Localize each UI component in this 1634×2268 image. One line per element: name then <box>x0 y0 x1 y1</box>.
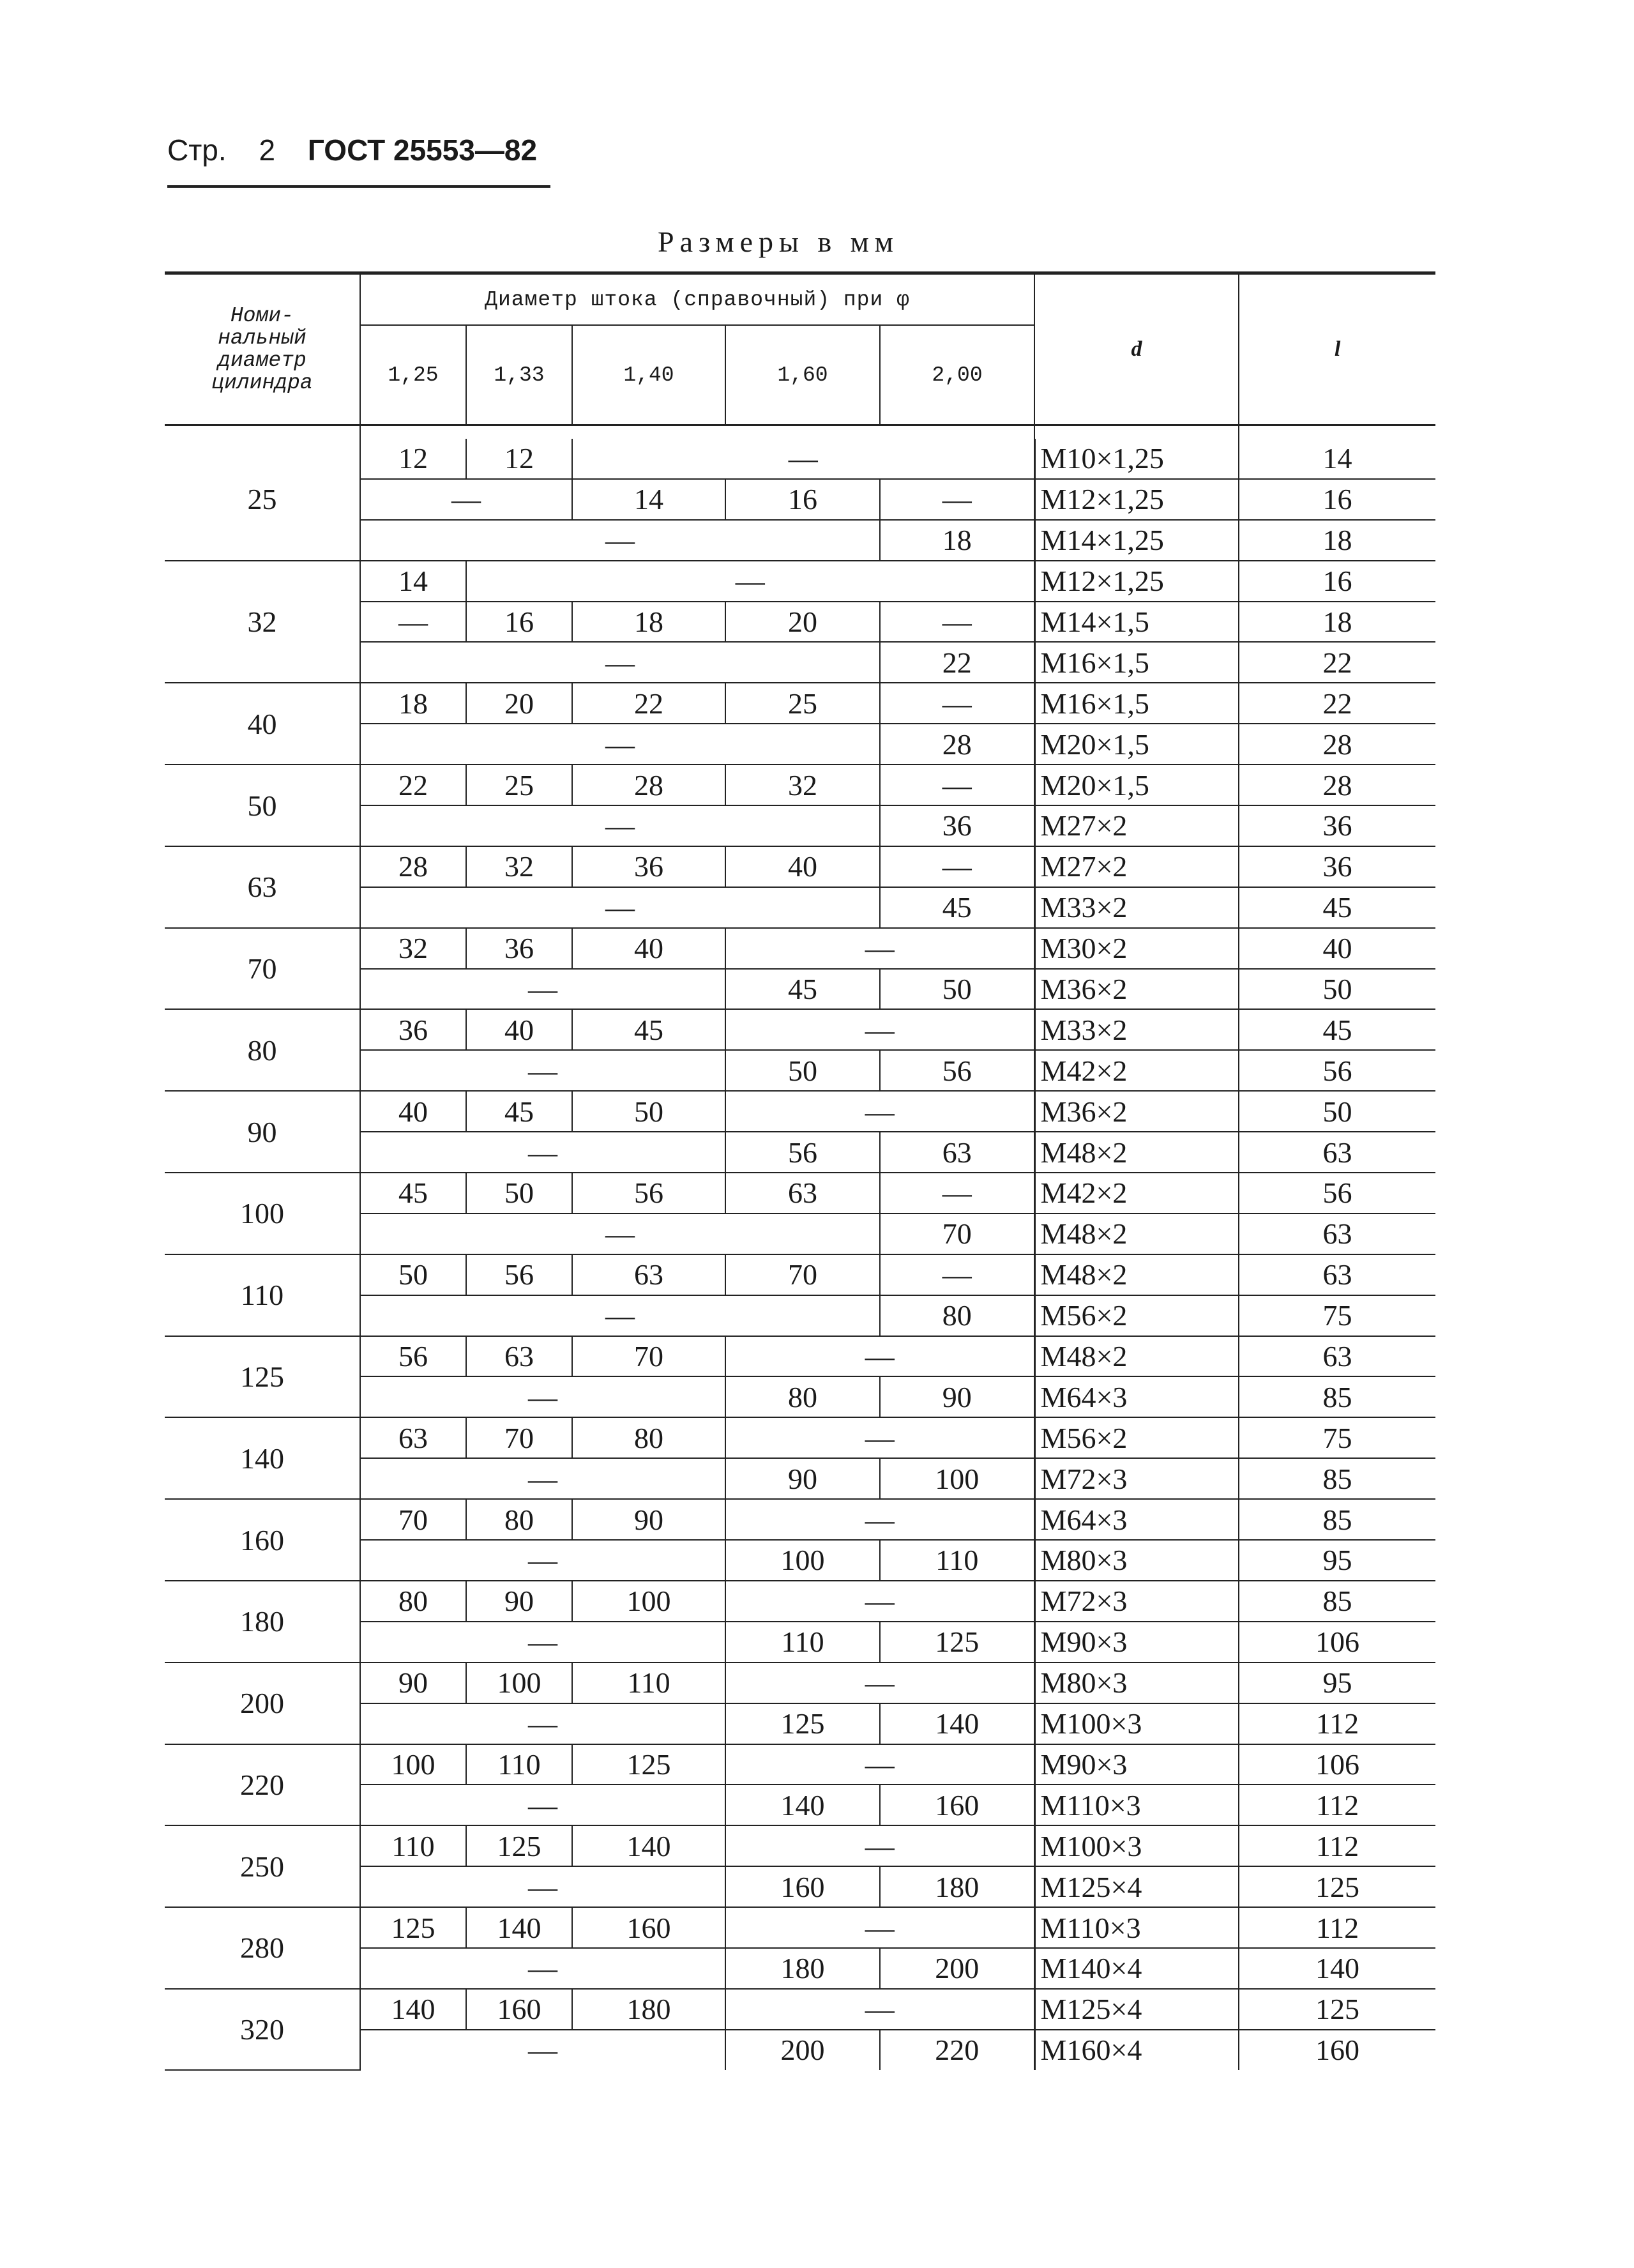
thread-d-cell: M125×4 <box>1034 1866 1239 1907</box>
rod-diameter-cell: 14 <box>360 561 466 602</box>
length-l-cell: 16 <box>1239 561 1435 602</box>
thread-d-cell: M64×3 <box>1034 1499 1239 1540</box>
nominal-diameter-heading <box>165 273 360 425</box>
nominal-diameter-cell: 63 <box>165 846 360 928</box>
nominal-diameter-cell: 180 <box>165 1581 360 1663</box>
table-row <box>165 1581 1435 1622</box>
rod-diameter-cell: 12 <box>466 439 572 479</box>
rod-diameter-cell: 70 <box>725 1254 880 1295</box>
length-l-cell: 106 <box>1239 1744 1435 1785</box>
table-row <box>165 846 1435 887</box>
thread-d-cell: M72×3 <box>1034 1458 1239 1499</box>
nominal-diameter-cell: 280 <box>165 1907 360 1989</box>
rod-diameter-cell: 140 <box>360 1989 466 2030</box>
nominal-diameter-cell: 100 <box>165 1173 360 1254</box>
table-row <box>165 928 1435 969</box>
rod-diameter-merged-cell: — <box>360 479 572 520</box>
rod-diameter-cell: 160 <box>725 1866 880 1907</box>
rod-diameter-cell: 28 <box>572 765 725 805</box>
rod-diameter-merged-cell: — <box>360 1132 725 1173</box>
rod-diameter-cell: 40 <box>572 928 725 969</box>
rod-diameter-cell: 36 <box>572 846 725 887</box>
rod-diameter-cell: 90 <box>572 1499 725 1540</box>
thread-d-cell: M16×1,5 <box>1034 642 1239 683</box>
rod-diameter-cell: 140 <box>466 1907 572 1948</box>
rod-diameter-cell: 110 <box>466 1744 572 1785</box>
thread-d-cell: M27×2 <box>1034 846 1239 887</box>
nominal-diameter-cell: 90 <box>165 1091 360 1173</box>
length-l-cell: 22 <box>1239 642 1435 683</box>
table-row <box>165 1825 1435 1866</box>
rod-diameter-cell: 56 <box>880 1050 1034 1091</box>
rod-diameter-cell: 90 <box>360 1663 466 1703</box>
thread-d-cell: M14×1,5 <box>1034 602 1239 643</box>
rod-diameter-cell: 40 <box>360 1091 466 1132</box>
rod-diameter-merged-cell: — <box>360 1458 725 1499</box>
length-l-cell: 28 <box>1239 765 1435 805</box>
thread-d-cell: M90×3 <box>1034 1744 1239 1785</box>
thread-d-cell: M10×1,25 <box>1034 439 1239 479</box>
thread-d-cell: M30×2 <box>1034 928 1239 969</box>
rod-diameter-cell: 110 <box>360 1825 466 1866</box>
rod-diameter-cell: 70 <box>360 1499 466 1540</box>
rod-diameter-cell: 50 <box>572 1091 725 1132</box>
thread-d-cell: M140×4 <box>1034 1948 1239 1989</box>
length-l-cell: 63 <box>1239 1254 1435 1295</box>
length-l-cell: 28 <box>1239 724 1435 765</box>
rod-diameter-cell: 63 <box>360 1417 466 1458</box>
length-l-cell: 85 <box>1239 1581 1435 1622</box>
thread-d-cell: M125×4 <box>1034 1989 1239 2030</box>
rod-diameter-merged-cell: — <box>725 1989 1034 2030</box>
nominal-diameter-cell: 160 <box>165 1499 360 1581</box>
rod-diameter-cell: 70 <box>880 1214 1034 1254</box>
thread-d-cell: M56×2 <box>1034 1417 1239 1458</box>
rod-diameter-cell: 50 <box>466 1173 572 1214</box>
nominal-heading-line: диаметр <box>218 349 306 372</box>
thread-d-cell: M42×2 <box>1034 1173 1239 1214</box>
rod-diameter-cell: 56 <box>572 1173 725 1214</box>
rod-diameter-cell: 25 <box>725 683 880 724</box>
rod-diameter-cell: 16 <box>725 479 880 520</box>
rod-diameter-cell: 100 <box>360 1744 466 1785</box>
table-row <box>165 1009 1435 1050</box>
rod-diameter-merged-cell: — <box>725 1091 1034 1132</box>
length-l-cell: 112 <box>1239 1703 1435 1744</box>
rod-diameter-cell: 110 <box>725 1622 880 1663</box>
rod-diameter-cell: 22 <box>572 683 725 724</box>
thread-d-cell: M80×3 <box>1034 1540 1239 1581</box>
rod-diameter-merged-cell: — <box>360 642 880 683</box>
rod-diameter-cell: 70 <box>572 1336 725 1377</box>
nominal-diameter-cell: 200 <box>165 1663 360 1744</box>
thread-d-cell: M14×1,25 <box>1034 520 1239 561</box>
table-body <box>165 425 1435 2070</box>
rod-diameter-cell: 18 <box>880 520 1034 561</box>
rod-diameter-cell: 63 <box>880 1132 1034 1173</box>
rod-diameter-cell: 45 <box>572 1009 725 1050</box>
rod-diameter-merged-cell: — <box>725 1009 1034 1050</box>
nominal-diameter-cell: 110 <box>165 1254 360 1336</box>
length-l-heading: l <box>1239 273 1435 425</box>
page-header <box>167 133 537 167</box>
rod-diameter-cell: 100 <box>466 1663 572 1703</box>
length-l-cell: 125 <box>1239 1866 1435 1907</box>
rod-diameter-cell: 56 <box>466 1254 572 1295</box>
rod-diameter-cell: 45 <box>466 1091 572 1132</box>
thread-d-cell: M90×3 <box>1034 1622 1239 1663</box>
length-l-cell: 160 <box>1239 2030 1435 2070</box>
table-row <box>165 1499 1435 1540</box>
rod-diameter-cell: 16 <box>466 602 572 643</box>
page-number: 2 <box>259 133 276 167</box>
rod-diameter-cell: 80 <box>360 1581 466 1622</box>
page-label: Стр. <box>167 133 227 167</box>
rod-diameter-cell: 20 <box>466 683 572 724</box>
length-l-cell: 56 <box>1239 1050 1435 1091</box>
length-l-cell: 18 <box>1239 520 1435 561</box>
thread-d-cell: M12×1,25 <box>1034 561 1239 602</box>
ratio-heading: 1,33 <box>466 325 572 425</box>
rod-diameter-cell: 12 <box>360 439 466 479</box>
length-l-cell: 95 <box>1239 1540 1435 1581</box>
rod-diameter-merged-cell: — <box>360 1866 725 1907</box>
thread-d-cell: M64×3 <box>1034 1376 1239 1417</box>
rod-diameter-merged-cell: — <box>360 1050 725 1091</box>
length-l-cell: 22 <box>1239 683 1435 724</box>
thread-d-heading: d <box>1034 273 1239 425</box>
length-l-cell: 112 <box>1239 1825 1435 1866</box>
rod-diameter-cell: — <box>880 1173 1034 1214</box>
ratio-heading: 2,00 <box>880 325 1034 425</box>
length-l-cell: 14 <box>1239 439 1435 479</box>
length-l-cell: 75 <box>1239 1417 1435 1458</box>
rod-diameter-cell: 80 <box>466 1499 572 1540</box>
rod-diameter-cell: 220 <box>880 2030 1034 2070</box>
thread-d-cell: M100×3 <box>1034 1825 1239 1866</box>
length-l-cell: 75 <box>1239 1295 1435 1336</box>
rod-diameter-cell: 28 <box>360 846 466 887</box>
nominal-diameter-cell: 320 <box>165 1989 360 2070</box>
thread-d-cell: M16×1,5 <box>1034 683 1239 724</box>
nominal-heading-line: цилиндра <box>211 371 313 395</box>
rod-diameter-merged-cell: — <box>360 1295 880 1336</box>
nominal-diameter-cell: 25 <box>165 439 360 561</box>
rod-diameter-cell: 45 <box>725 969 880 1010</box>
rod-diameter-cell: 32 <box>466 846 572 887</box>
thread-d-cell: M36×2 <box>1034 969 1239 1010</box>
length-l-cell: 63 <box>1239 1336 1435 1377</box>
thread-d-cell: M48×2 <box>1034 1254 1239 1295</box>
thread-d-cell: M36×2 <box>1034 1091 1239 1132</box>
length-l-cell: 63 <box>1239 1214 1435 1254</box>
table-row <box>165 1663 1435 1703</box>
table-row <box>165 561 1435 602</box>
rod-diameter-cell: 22 <box>360 765 466 805</box>
rod-diameter-merged-cell: — <box>725 1907 1034 1948</box>
table-row <box>165 1417 1435 1458</box>
nominal-diameter-cell: 40 <box>165 683 360 765</box>
rod-diameter-cell: 100 <box>725 1540 880 1581</box>
thread-d-cell: M42×2 <box>1034 1050 1239 1091</box>
length-l-cell: 95 <box>1239 1663 1435 1703</box>
rod-diameter-cell: 63 <box>725 1173 880 1214</box>
rod-diameter-merged-cell: — <box>725 1825 1034 1866</box>
rod-diameter-merged-cell: — <box>466 561 1034 602</box>
table-row <box>165 1989 1435 2030</box>
rod-diameter-cell: 140 <box>725 1785 880 1825</box>
rod-diameter-cell: 80 <box>725 1376 880 1417</box>
rod-diameter-merged-cell: — <box>360 1540 725 1581</box>
rod-diameter-cell: 70 <box>466 1417 572 1458</box>
thread-d-cell: M56×2 <box>1034 1295 1239 1336</box>
rod-diameter-merged-cell: — <box>360 520 880 561</box>
rod-diameter-cell: 180 <box>572 1989 725 2030</box>
length-l-cell: 85 <box>1239 1458 1435 1499</box>
length-l-cell: 16 <box>1239 479 1435 520</box>
table-row <box>165 1744 1435 1785</box>
nominal-diameter-cell: 32 <box>165 561 360 683</box>
rod-diameter-cell: 45 <box>360 1173 466 1214</box>
rod-diameter-cell: — <box>880 1254 1034 1295</box>
nominal-diameter-cell: 140 <box>165 1417 360 1499</box>
rod-diameter-cell: 200 <box>725 2030 880 2070</box>
table-row <box>165 1091 1435 1132</box>
rod-diameter-cell: 140 <box>572 1825 725 1866</box>
length-l-cell: 85 <box>1239 1376 1435 1417</box>
table-row <box>165 1173 1435 1214</box>
nominal-diameter-cell: 250 <box>165 1825 360 1907</box>
rod-diameter-cell: — <box>360 602 466 643</box>
rod-diameter-merged-cell: — <box>360 805 880 846</box>
rod-diameter-cell: 14 <box>572 479 725 520</box>
rod-diameter-merged-cell: — <box>360 887 880 928</box>
ratio-heading: 1,40 <box>572 325 725 425</box>
rod-diameter-cell: 80 <box>572 1417 725 1458</box>
thread-d-cell: M48×2 <box>1034 1214 1239 1254</box>
rod-diameter-merged-cell: — <box>725 1581 1034 1622</box>
table-row <box>165 1907 1435 1948</box>
standard-designation: ГОСТ 25553—82 <box>307 133 538 167</box>
length-l-cell: 63 <box>1239 1132 1435 1173</box>
rod-diameter-cell: 140 <box>880 1703 1034 1744</box>
rod-diameter-cell: 100 <box>572 1581 725 1622</box>
rod-diameter-cell: 200 <box>880 1948 1034 1989</box>
length-l-cell: 106 <box>1239 1622 1435 1663</box>
nominal-heading-line: нальный <box>218 326 306 350</box>
rod-diameter-cell: 90 <box>466 1581 572 1622</box>
rod-diameter-cell: 125 <box>466 1825 572 1866</box>
thread-d-cell: M48×2 <box>1034 1132 1239 1173</box>
rod-diameter-cell: 180 <box>880 1866 1034 1907</box>
thread-d-cell: M80×3 <box>1034 1663 1239 1703</box>
nominal-diameter-cell: 50 <box>165 765 360 846</box>
rod-diameter-cell: 160 <box>572 1907 725 1948</box>
table-row <box>165 765 1435 805</box>
rod-diameter-merged-cell: — <box>725 928 1034 969</box>
rod-diameter-merged-cell: — <box>360 969 725 1010</box>
thread-d-cell: M20×1,5 <box>1034 765 1239 805</box>
thread-d-cell: M33×2 <box>1034 887 1239 928</box>
thread-d-cell: M110×3 <box>1034 1907 1239 1948</box>
rod-diameter-merged-cell: — <box>360 1622 725 1663</box>
table-row <box>165 683 1435 724</box>
rod-diameter-cell: 100 <box>880 1458 1034 1499</box>
rod-diameter-cell: 36 <box>360 1009 466 1050</box>
rod-diameter-merged-cell: — <box>725 1663 1034 1703</box>
length-l-cell: 18 <box>1239 602 1435 643</box>
rod-diameter-cell: 28 <box>880 724 1034 765</box>
length-l-cell: 45 <box>1239 1009 1435 1050</box>
rod-diameter-cell: — <box>880 765 1034 805</box>
rod-diameter-cell: 50 <box>360 1254 466 1295</box>
length-l-cell: 112 <box>1239 1907 1435 1948</box>
rod-diameter-cell: — <box>880 683 1034 724</box>
thread-d-cell: M110×3 <box>1034 1785 1239 1825</box>
rod-diameter-cell: 32 <box>360 928 466 969</box>
table-row <box>165 439 1435 479</box>
rod-diameter-cell: 22 <box>880 642 1034 683</box>
rod-diameter-cell: 50 <box>880 969 1034 1010</box>
rod-diameter-merged-cell: — <box>572 439 1034 479</box>
nominal-diameter-cell: 70 <box>165 928 360 1010</box>
rod-diameter-cell: 110 <box>572 1663 725 1703</box>
rod-diameter-cell: 40 <box>466 1009 572 1050</box>
nominal-diameter-cell: 80 <box>165 1009 360 1091</box>
rod-diameter-cell: 56 <box>360 1336 466 1377</box>
rod-diameter-group-heading: Диаметр штока (справочный) при φ <box>360 273 1034 326</box>
rod-diameter-cell: 25 <box>466 765 572 805</box>
length-l-cell: 85 <box>1239 1499 1435 1540</box>
rod-diameter-cell: 40 <box>725 846 880 887</box>
rod-diameter-cell: 36 <box>880 805 1034 846</box>
rod-diameter-cell: 110 <box>880 1540 1034 1581</box>
rod-diameter-cell: 125 <box>360 1907 466 1948</box>
rod-diameter-cell: 90 <box>880 1376 1034 1417</box>
nominal-diameter-cell: 125 <box>165 1336 360 1418</box>
rod-diameter-cell: 36 <box>466 928 572 969</box>
thread-d-cell: M27×2 <box>1034 805 1239 846</box>
rod-diameter-merged-cell: — <box>360 724 880 765</box>
length-l-cell: 45 <box>1239 887 1435 928</box>
nominal-heading-line: Номи- <box>230 304 294 328</box>
header-rule <box>167 185 550 188</box>
rod-diameter-cell: 32 <box>725 765 880 805</box>
length-l-cell: 36 <box>1239 846 1435 887</box>
thread-d-cell: M72×3 <box>1034 1581 1239 1622</box>
rod-diameter-cell: — <box>880 479 1034 520</box>
rod-diameter-merged-cell: — <box>528 2034 557 2067</box>
rod-diameter-merged-cell: — <box>725 1336 1034 1377</box>
rod-diameter-cell: 125 <box>725 1703 880 1744</box>
rod-diameter-cell: 63 <box>466 1336 572 1377</box>
rod-diameter-cell: 18 <box>360 683 466 724</box>
length-l-cell: 56 <box>1239 1173 1435 1214</box>
dimensions-table <box>165 271 1435 2071</box>
rod-diameter-cell: 63 <box>572 1254 725 1295</box>
thread-d-cell: M12×1,25 <box>1034 479 1239 520</box>
thread-d-cell: M33×2 <box>1034 1009 1239 1050</box>
rod-diameter-cell: — <box>880 846 1034 887</box>
rod-diameter-merged-cell: — <box>725 1417 1034 1458</box>
length-l-cell: 125 <box>1239 1989 1435 2030</box>
nominal-diameter-cell: 220 <box>165 1744 360 1826</box>
rod-diameter-cell: 80 <box>880 1295 1034 1336</box>
rod-diameter-merged-cell: — <box>360 1948 725 1989</box>
ratio-heading: 1,25 <box>360 325 466 425</box>
rod-diameter-cell: 50 <box>725 1050 880 1091</box>
table-row <box>165 1336 1435 1377</box>
rod-diameter-cell: 45 <box>880 887 1034 928</box>
table-row <box>165 1254 1435 1295</box>
rod-diameter-cell: 56 <box>725 1132 880 1173</box>
rod-diameter-cell: 160 <box>466 1989 572 2030</box>
rod-diameter-cell: 125 <box>572 1744 725 1785</box>
rod-diameter-merged-cell: — <box>360 1785 725 1825</box>
rod-diameter-merged-cell: — <box>725 1744 1034 1785</box>
thread-d-cell: M48×2 <box>1034 1336 1239 1377</box>
units-caption: Размеры в мм <box>658 225 899 258</box>
length-l-cell: 36 <box>1239 805 1435 846</box>
length-l-cell: 112 <box>1239 1785 1435 1825</box>
rod-diameter-cell: 160 <box>880 1785 1034 1825</box>
rod-diameter-merged-cell: — <box>725 1499 1034 1540</box>
length-l-cell: 50 <box>1239 969 1435 1010</box>
rod-diameter-cell: 18 <box>572 602 725 643</box>
rod-diameter-cell: 125 <box>880 1622 1034 1663</box>
length-l-cell: 50 <box>1239 1091 1435 1132</box>
rod-diameter-merged-cell: — <box>360 1376 725 1417</box>
length-l-cell: 140 <box>1239 1948 1435 1989</box>
thread-d-cell: M160×4 <box>1034 2030 1239 2070</box>
rod-diameter-merged-cell: — <box>360 1214 880 1254</box>
rod-diameter-merged-cell: — <box>360 1703 725 1744</box>
rod-diameter-cell: — <box>880 602 1034 643</box>
ratio-heading: 1,60 <box>725 325 880 425</box>
thread-d-cell: M20×1,5 <box>1034 724 1239 765</box>
rod-diameter-cell: 90 <box>725 1458 880 1499</box>
rod-diameter-cell: 20 <box>725 602 880 643</box>
thread-d-cell: M100×3 <box>1034 1703 1239 1744</box>
length-l-cell: 40 <box>1239 928 1435 969</box>
rod-diameter-cell: 180 <box>725 1948 880 1989</box>
